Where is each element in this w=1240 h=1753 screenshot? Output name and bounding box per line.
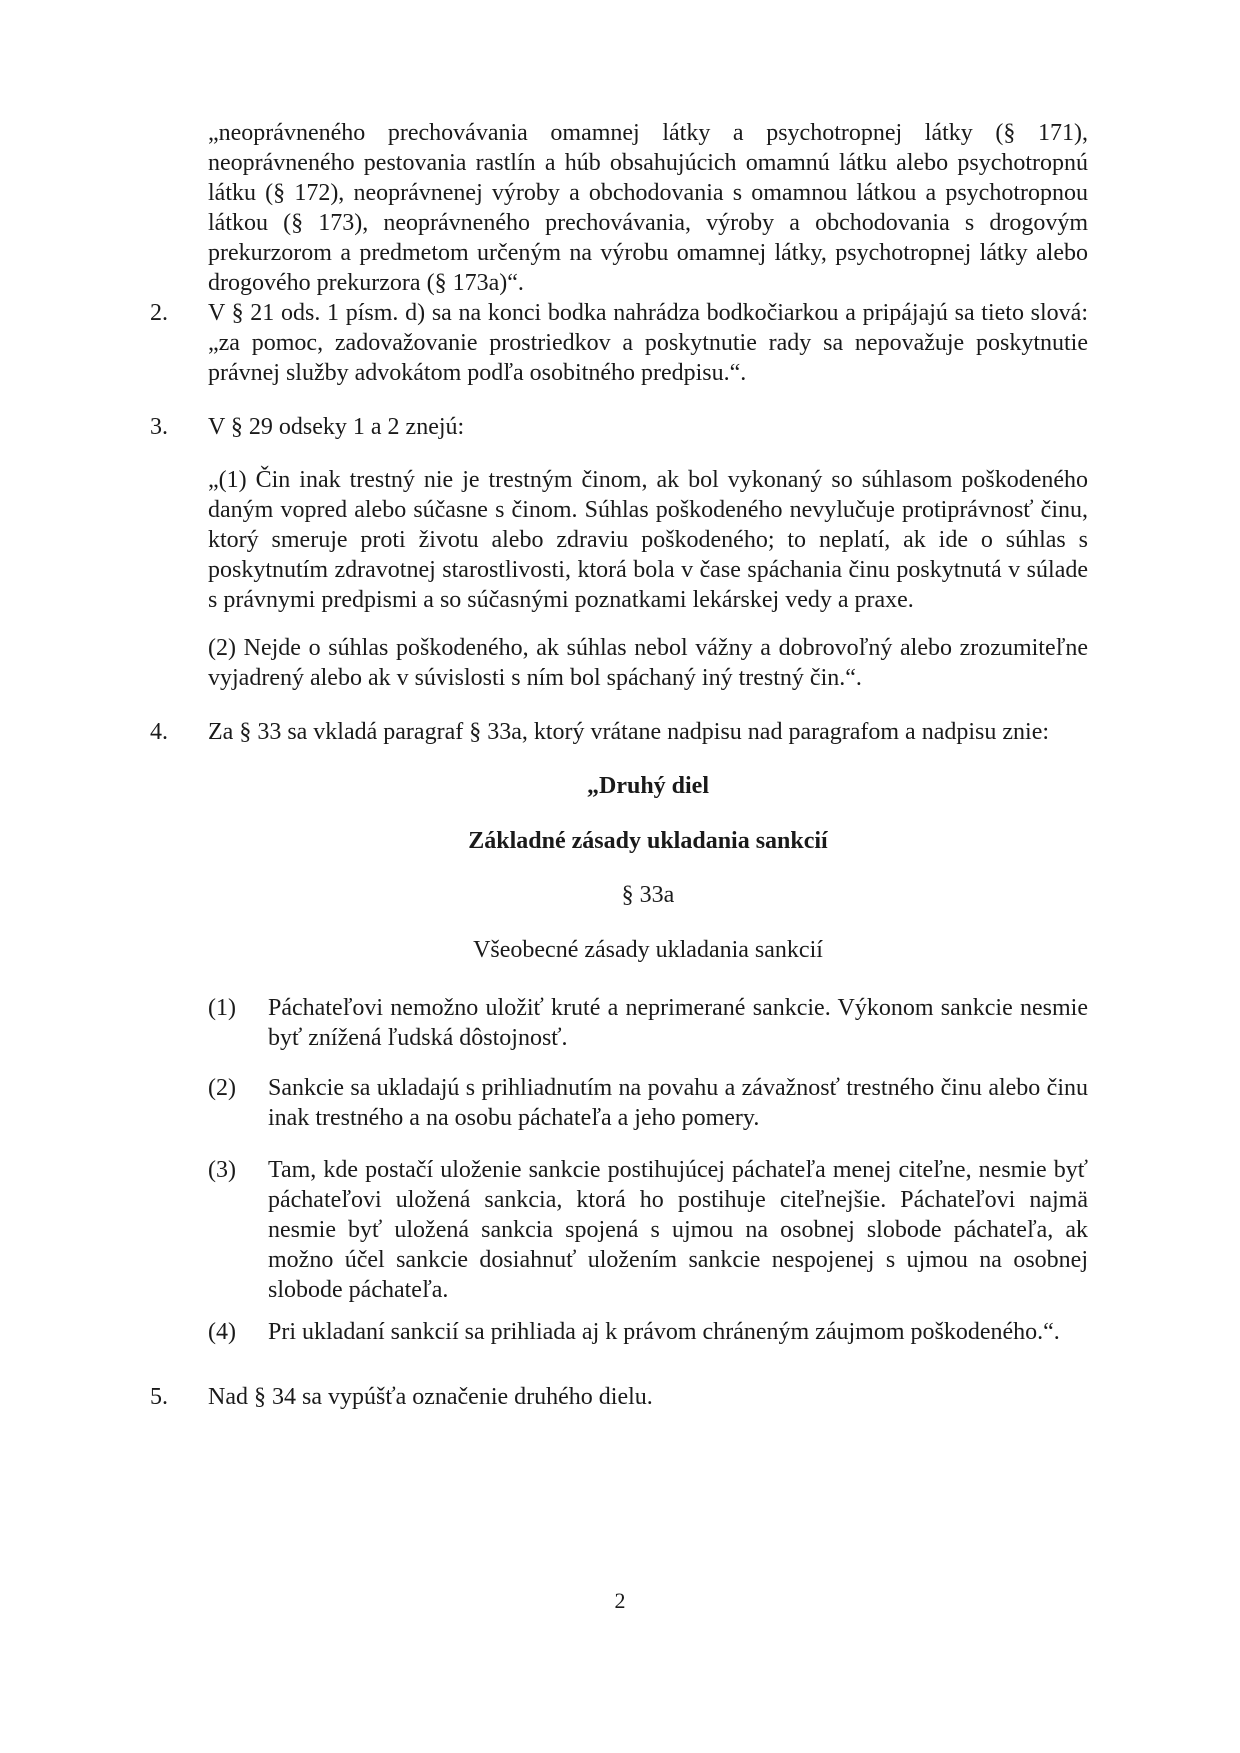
section-29-paragraph-1: „(1) Čin inak trestný nie je trestným činom, ak bol vykonaný so súhlasom poškodeného daným vopred alebo súčasne s činom. Súhlas poškodeného nevylučuje protiprávnosť činu, ktorý smeruje proti životu alebo zdraviu poškodeného; to neplatí, ak ide o súhlas s poskytnutím zdravotnej starostlivosti, ktorá bola v čase spáchania činu poskytnutá v súlade s právnymi predpismi a so súčasnými poznatkami lekárskej vedy a praxe. (208, 467, 1088, 613)
item-number-3: 3. (150, 414, 168, 440)
section-29-paragraph-2: (2) Nejde o súhlas poškodeného, ak súhlas nebol vážny a dobrovoľný alebo zrozumiteľne vyjadrený alebo ak v súvislosti s ním bol spáchaný iný trestný čin.“. (208, 635, 1088, 691)
paragraph-title: Všeobecné zásady ukladania sankcií (473, 937, 823, 963)
part-heading: „Druhý diel (586, 773, 709, 799)
subsection-number-3: (3) (208, 1157, 236, 1183)
part-title: Základné zásady ukladania sankcií (468, 828, 828, 854)
item-number-2: 2. (150, 300, 168, 326)
item-number-5: 5. (150, 1384, 168, 1410)
item-text-2: V § 21 ods. 1 písm. d) sa na konci bodka nahrádza bodkočiarkou a pripájajú sa tieto slová: „za pomoc, zadovažovanie prostriedkov a poskytnutie rady sa nepovažuje poskytnutie právnej služby advokátom podľa osobitného predpisu.“. (208, 300, 1088, 386)
item-text-4: Za § 33 sa vkladá paragraf § 33a, ktorý vrátane nadpisu nad paragrafom a nadpisu znie: (208, 719, 1050, 745)
subsection-number-4: (4) (208, 1319, 236, 1345)
subsection-number-2: (2) (208, 1075, 236, 1101)
subsection-text-1: Páchateľovi nemožno uložiť kruté a neprimerané sankcie. Výkonom sankcie nesmie byť znížená ľudská dôstojnosť. (268, 995, 1088, 1051)
subsection-text-3: Tam, kde postačí uloženie sankcie postihujúcej páchateľa menej citeľne, nesmie byť páchateľovi uložená sankcia, ktorá ho postihuje citeľnejšie. Páchateľovi najmä nesmie byť uložená sankcia spojená s ujmou na osobnej slobode páchateľa, ak možno účel sankcie dosiahnuť uložením sankcie nespojenej s ujmou na osobnej slobode páchateľa. (268, 1157, 1088, 1303)
item-number-4: 4. (150, 719, 168, 745)
page-number: 2 (614, 1588, 626, 1613)
item-text-5: Nad § 34 sa vypúšťa označenie druhého dielu. (208, 1384, 653, 1410)
subsection-text-2: Sankcie sa ukladajú s prihliadnutím na povahu a závažnosť trestného činu alebo činu inak trestného a na osobu páchateľa a jeho pomery. (268, 1075, 1088, 1131)
item-text-3: V § 29 odseky 1 a 2 znejú: (208, 414, 465, 440)
paragraph-mark: § 33a (621, 882, 675, 908)
intro-paragraph: „neoprávneného prechovávania omamnej látky a psychotropnej látky (§ 171), neoprávneného pestovania rastlín a húb obsahujúcich omamnú látku alebo psychotropnú látku (§ 172), neoprávnenej výroby a obchodovania s omamnou látkou a psychotropnou látkou (§ 173), neoprávneného prechovávania, výroby a obchodovania s drogovým prekurzorom a predmetom určeným na výrobu omamnej látky, psychotropnej látky alebo drogového prekurzora (§ 173a)“. (208, 120, 1088, 296)
subsection-number-1: (1) (208, 995, 236, 1021)
subsection-text-4: Pri ukladaní sankcií sa prihliada aj k právom chráneným záujmom poškodeného.“. (268, 1319, 1060, 1345)
